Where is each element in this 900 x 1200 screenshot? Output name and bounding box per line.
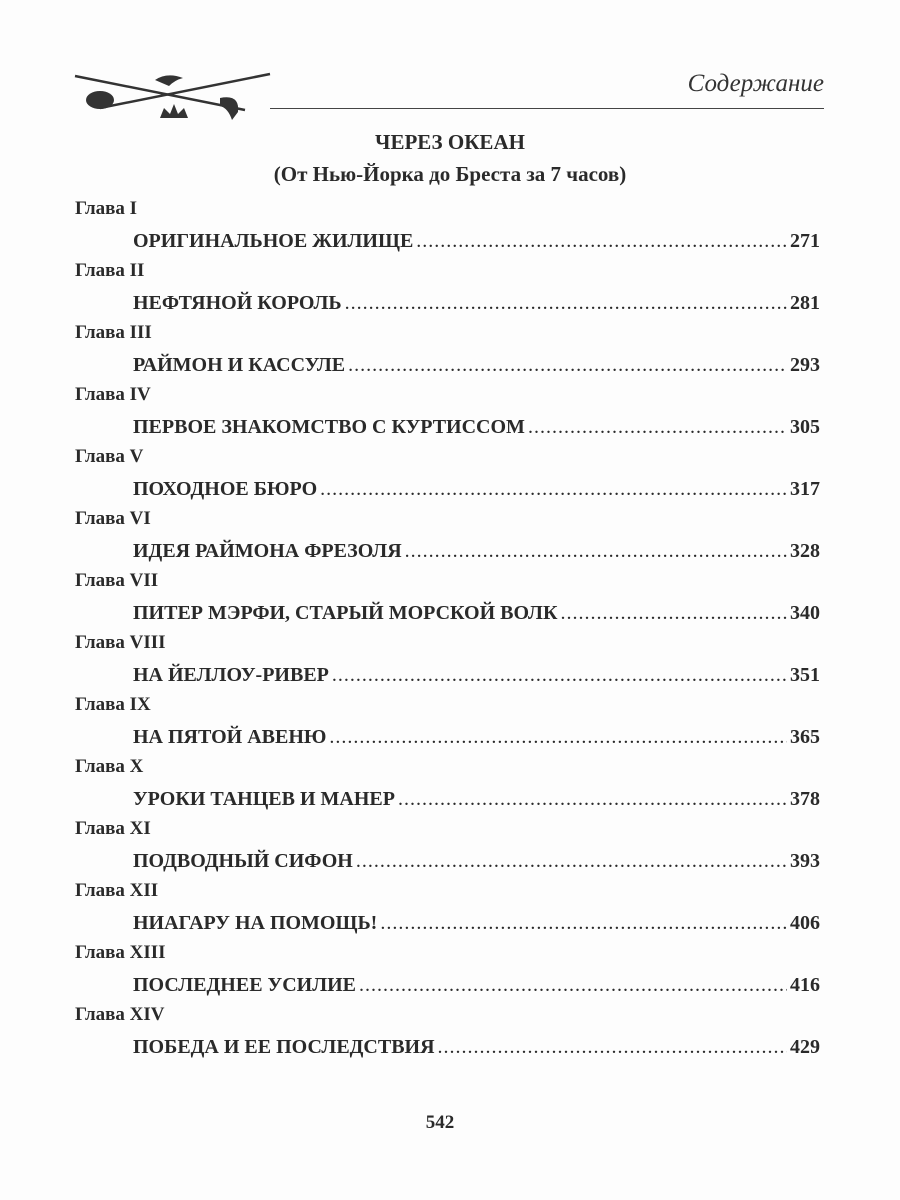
chapter-page: 351 — [790, 664, 820, 686]
chapter-title: НА ПЯТОЙ АВЕНЮ — [133, 726, 327, 748]
toc-line — [133, 602, 820, 625]
section-title: ЧЕРЕЗ ОКЕАН — [375, 130, 525, 154]
dot-leader — [416, 230, 787, 253]
toc-entry — [75, 1004, 820, 1066]
chapter-title: РАЙМОН И КАССУЛЕ — [133, 354, 346, 376]
dot-leader — [380, 912, 787, 935]
dot-leader — [329, 726, 787, 749]
chapter-title: НА ЙЕЛЛОУ-РИВЕР — [133, 664, 329, 686]
chapter-page: 328 — [790, 540, 820, 562]
chapter-page: 317 — [790, 478, 820, 500]
dot-leader — [348, 354, 787, 377]
dot-leader — [359, 974, 787, 997]
toc-line — [133, 788, 820, 811]
toc-line — [133, 292, 820, 315]
chapter-title: ПОСЛЕДНЕЕ УСИЛИЕ — [133, 974, 357, 996]
toc-entry — [75, 880, 820, 942]
chapter-label: Глава V — [75, 446, 144, 467]
dot-leader — [405, 540, 787, 563]
chapter-title: НЕФТЯНОЙ КОРОЛЬ — [133, 292, 342, 314]
dot-leader — [438, 1036, 787, 1059]
table-of-contents — [75, 198, 820, 1066]
toc-line — [133, 478, 820, 501]
toc-entry — [75, 384, 820, 446]
chapter-label: Глава XII — [75, 880, 159, 901]
chapter-page: 429 — [790, 1036, 820, 1058]
toc-entry — [75, 632, 820, 694]
chapter-label: Глава IX — [75, 694, 151, 715]
section-subtitle: (От Нью-Йорка до Бреста за 7 часов) — [273, 162, 627, 186]
chapter-page: 271 — [790, 230, 820, 252]
toc-line — [133, 540, 820, 563]
chapter-title: ОРИГИНАЛЬНОЕ ЖИЛИЩЕ — [133, 230, 414, 252]
chapter-title: ПОДВОДНЫЙ СИФОН — [133, 850, 353, 872]
chapter-title: ПОБЕДА И ЕЕ ПОСЛЕДСТВИЯ — [133, 1036, 435, 1058]
chapter-label: Глава X — [75, 756, 144, 777]
chapter-title: НИАГАРУ НА ПОМОЩЬ! — [133, 912, 378, 934]
dot-leader — [345, 292, 787, 315]
toc-entry — [75, 508, 820, 570]
toc-line — [133, 354, 820, 377]
toc-entry — [75, 570, 820, 632]
toc-line — [133, 912, 820, 935]
toc-line — [133, 230, 820, 253]
toc-line — [133, 726, 820, 749]
toc-entry — [75, 446, 820, 508]
running-head: Содержание — [687, 70, 824, 97]
dot-leader — [320, 478, 787, 501]
toc-entry — [75, 694, 820, 756]
toc-entry — [75, 260, 820, 322]
chapter-label: Глава VII — [75, 570, 159, 591]
toc-line — [133, 850, 820, 873]
dot-leader — [560, 602, 787, 625]
page-number: 542 — [425, 1112, 455, 1133]
toc-line — [133, 664, 820, 687]
chapter-page: 340 — [790, 602, 820, 624]
dot-leader — [332, 664, 787, 687]
chapter-label: Глава XIV — [75, 1004, 165, 1025]
chapter-page: 378 — [790, 788, 820, 810]
chapter-label: Глава VIII — [75, 632, 166, 653]
toc-line — [133, 974, 820, 997]
chapter-label: Глава I — [75, 198, 138, 219]
chapter-title: УРОКИ ТАНЦЕВ И МАНЕР — [133, 788, 395, 810]
header-rule — [270, 108, 824, 109]
toc-entry — [75, 322, 820, 384]
dot-leader — [528, 416, 787, 439]
chapter-title: ПЕРВОЕ ЗНАКОМСТВО С КУРТИССОМ — [133, 416, 525, 438]
chapter-page: 305 — [790, 416, 820, 438]
chapter-page: 281 — [790, 292, 820, 314]
chapter-page: 416 — [790, 974, 820, 996]
chapter-label: Глава XI — [75, 818, 151, 839]
crossed-swords-ornament-icon — [70, 68, 275, 128]
toc-entry — [75, 198, 820, 260]
chapter-title: ИДЕЯ РАЙМОНА ФРЕЗОЛЯ — [133, 540, 402, 562]
toc-entry — [75, 942, 820, 1004]
chapter-page: 393 — [790, 850, 820, 872]
chapter-title: ПОХОДНОЕ БЮРО — [133, 478, 318, 500]
toc-entry — [75, 818, 820, 880]
chapter-page: 293 — [790, 354, 820, 376]
chapter-page: 365 — [790, 726, 820, 748]
chapter-label: Глава XIII — [75, 942, 166, 963]
chapter-label: Глава III — [75, 322, 152, 343]
chapter-title: ПИТЕР МЭРФИ, СТАРЫЙ МОРСКОЙ ВОЛК — [133, 602, 558, 624]
dot-leader — [356, 850, 787, 873]
chapter-page: 406 — [790, 912, 820, 934]
chapter-label: Глава IV — [75, 384, 151, 405]
toc-line — [133, 1036, 820, 1059]
toc-entry — [75, 756, 820, 818]
dot-leader — [398, 788, 787, 811]
toc-line — [133, 416, 820, 439]
chapter-label: Глава II — [75, 260, 145, 281]
chapter-label: Глава VI — [75, 508, 151, 529]
